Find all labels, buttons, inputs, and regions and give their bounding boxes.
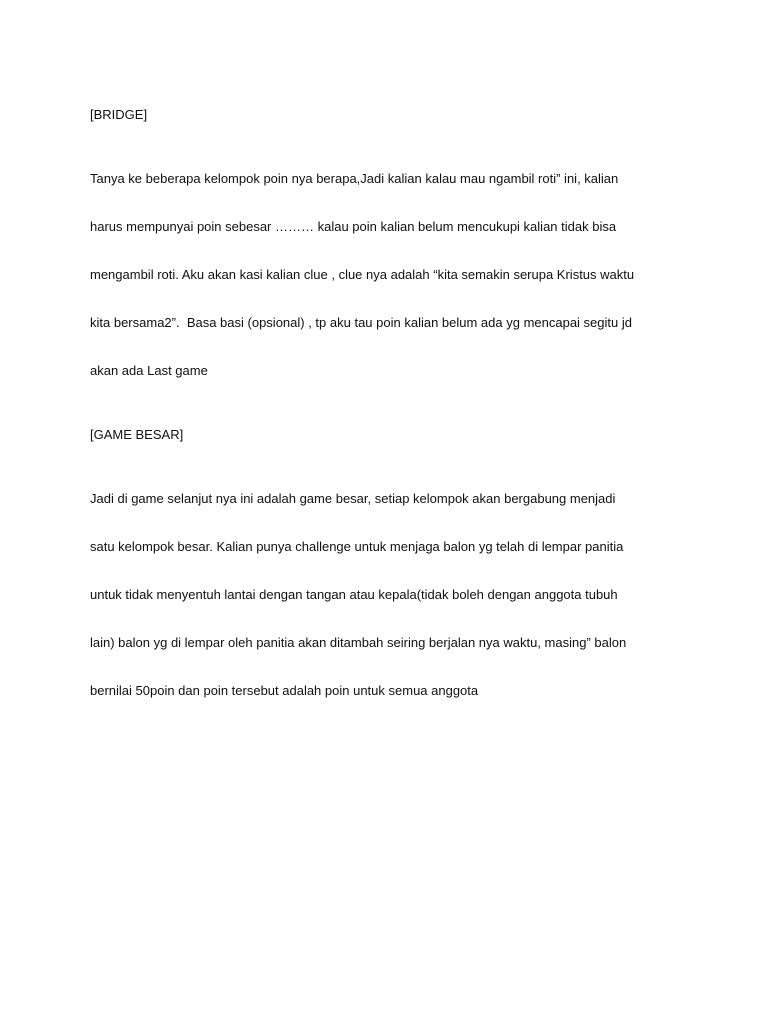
paragraph-line: lain) balon yg di lempar oleh panitia akan ditambah seiring berjalan nya waktu, masing” balon <box>90 635 627 650</box>
section-paragraph-game-besar <box>90 459 680 731</box>
paragraph-line: satu kelompok besar. Kalian punya challenge untuk menjaga balon yg telah di lempar panitia <box>90 539 624 554</box>
paragraph-line: Jadi di game selanjut nya ini adalah game besar, setiap kelompok akan bergabung menjadi <box>90 491 616 506</box>
section-heading-bridge: [BRIDGE] <box>90 107 148 122</box>
paragraph-line: harus mempunyai poin sebesar ……… kalau poin kalian belum mencukupi kalian tidak bisa <box>90 219 617 234</box>
paragraph-line: akan ada Last game <box>90 363 208 378</box>
paragraph-line: bernilai 50poin dan poin tersebut adalah poin untuk semua anggota <box>90 683 479 698</box>
spacer <box>90 443 680 459</box>
section-heading-game-besar: [GAME BESAR] <box>90 427 184 442</box>
document-content <box>90 107 680 731</box>
section-paragraph-bridge <box>90 139 680 411</box>
paragraph-line: kita bersama2”. Basa basi (opsional) , tp aku tau poin kalian belum ada yg mencapai segitu jd <box>90 315 632 330</box>
spacer <box>90 411 680 427</box>
paragraph-line: untuk tidak menyentuh lantai dengan tangan atau kepala(tidak boleh dengan anggota tubuh <box>90 587 618 602</box>
paragraph-line: mengambil roti. Aku akan kasi kalian clue , clue nya adalah “kita semakin serupa Kristus waktu <box>90 267 635 282</box>
spacer <box>90 123 680 139</box>
paragraph-line: Tanya ke beberapa kelompok poin nya berapa,Jadi kalian kalau mau ngambil roti” ini, kalian <box>90 171 619 186</box>
